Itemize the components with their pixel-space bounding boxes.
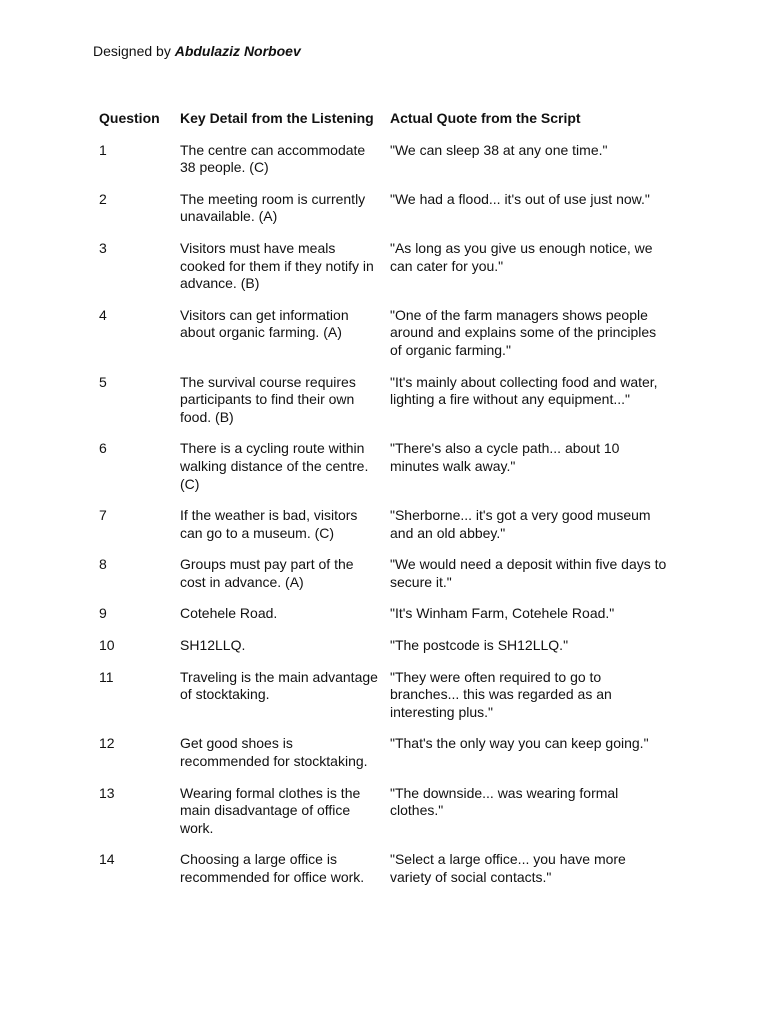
- table-row: [93, 596, 673, 628]
- table-row: [93, 231, 673, 298]
- script-quote-cell: "It's mainly about collecting food and water, lighting a fire without any equipment...": [390, 373, 658, 408]
- key-detail-cell: Wearing formal clothes is the main disadvantage of office work.: [180, 784, 361, 836]
- table-row: [93, 842, 673, 891]
- question-number-cell: 14: [99, 851, 115, 868]
- header-actual-quote: Actual Quote from the Script: [390, 110, 581, 126]
- script-quote-cell: "As long as you give us enough notice, we can cater for you.": [390, 239, 653, 274]
- header-key-detail: Key Detail from the Listening: [180, 110, 374, 126]
- answer-key-table: [93, 101, 673, 892]
- question-number-cell: 2: [99, 190, 107, 207]
- script-quote-cell: "That's the only way you can keep going.": [390, 735, 649, 752]
- script-quote-cell: "They were often required to go to branches... this was regarded as an interesting plus.": [390, 668, 612, 720]
- question-number-cell: 7: [99, 507, 107, 524]
- script-quote-cell: "Sherborne... it's got a very good museum and an old abbey.": [390, 507, 651, 541]
- script-quote-cell: "We had a flood... it's out of use just now.": [390, 190, 650, 207]
- script-quote-cell: "Select a large office... you have more variety of social contacts.": [390, 851, 626, 885]
- key-detail-cell: Choosing a large office is recommended for office work.: [180, 851, 365, 885]
- table-row: [93, 365, 673, 432]
- key-detail-cell: Visitors can get information about organic farming. (A): [180, 306, 349, 341]
- key-detail-cell: Groups must pay part of the cost in advance. (A): [180, 556, 354, 590]
- script-quote-cell: "It's Winham Farm, Cotehele Road.": [390, 605, 615, 622]
- key-detail-cell: The survival course requires participants to find their own food. (B): [180, 373, 356, 425]
- question-number-cell: 11: [99, 668, 114, 685]
- script-quote-cell: "One of the farm managers shows people around and explains some of the principles of organic farming.": [390, 306, 657, 358]
- key-detail-cell: Cotehele Road.: [180, 605, 278, 622]
- question-number-cell: 4: [99, 306, 107, 323]
- table-row: [93, 776, 673, 843]
- key-detail-cell: If the weather is bad, visitors can go to a museum. (C): [180, 507, 358, 541]
- table-row: [93, 547, 673, 596]
- table-header-row: [93, 101, 673, 133]
- credit-author: Abdulaziz Norboev: [174, 43, 301, 59]
- question-number-cell: 6: [99, 440, 107, 457]
- key-detail-cell: The meeting room is currently unavailable. (A): [180, 190, 366, 225]
- question-number-cell: 10: [99, 637, 115, 654]
- table-row: [93, 726, 673, 775]
- script-quote-cell: "There's also a cycle path... about 10 minutes walk away.": [390, 440, 620, 474]
- question-number-cell: 1: [99, 141, 107, 158]
- table-row: [93, 133, 673, 182]
- script-quote-cell: "The downside... was wearing formal clothes.": [390, 784, 619, 819]
- question-number-cell: 12: [99, 735, 115, 752]
- key-detail-cell: There is a cycling route within walking distance of the centre. (C): [180, 440, 369, 492]
- script-quote-cell: "We can sleep 38 at any one time.": [390, 141, 608, 158]
- table-row: [93, 182, 673, 231]
- question-number-cell: 5: [99, 373, 107, 390]
- credit-prefix: Designed by: [93, 43, 171, 59]
- table-row: [93, 498, 673, 547]
- question-number-cell: 8: [99, 556, 107, 573]
- table-row: [93, 628, 673, 660]
- question-number-cell: 9: [99, 605, 107, 622]
- question-number-cell: 3: [99, 239, 107, 256]
- script-quote-cell: "We would need a deposit within five days to secure it.": [390, 556, 667, 590]
- script-quote-cell: "The postcode is SH12LLQ.": [390, 637, 569, 654]
- key-detail-cell: Visitors must have meals cooked for them if they notify in advance. (B): [180, 239, 374, 292]
- header-question: Question: [99, 110, 160, 126]
- table-row: [93, 431, 673, 498]
- table-row: [93, 298, 673, 365]
- key-detail-cell: The centre can accommodate 38 people. (C): [180, 141, 366, 176]
- table-body: [93, 133, 673, 892]
- question-number-cell: 13: [99, 784, 115, 801]
- key-detail-cell: SH12LLQ.: [180, 637, 246, 654]
- key-detail-cell: Get good shoes is recommended for stocktaking.: [180, 735, 368, 770]
- designer-credit: [93, 42, 301, 60]
- table-row: [93, 660, 673, 727]
- key-detail-cell: Traveling is the main advantage of stocktaking.: [180, 668, 378, 703]
